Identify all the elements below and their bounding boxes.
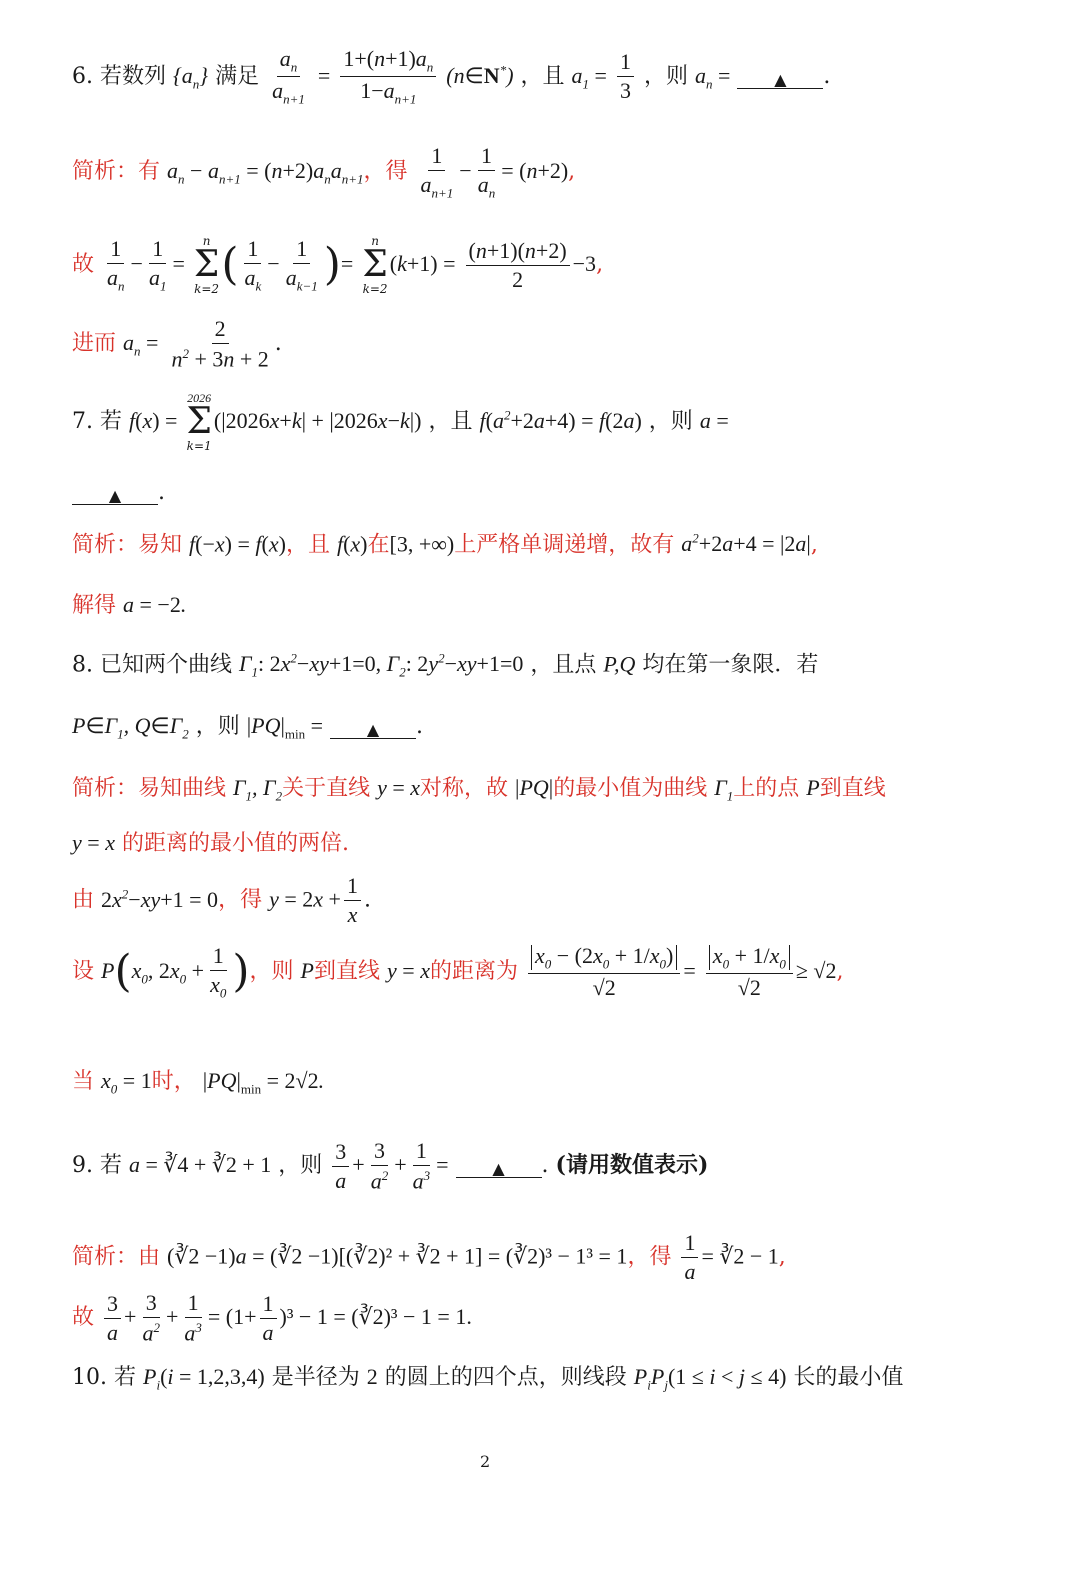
- q8-hint1-b: 关于直线: [282, 776, 371, 801]
- answer-blank-6[interactable]: ▲: [737, 72, 823, 89]
- q6-cond: 满足: [215, 63, 260, 89]
- q8-hint1-e: 上的点: [733, 776, 800, 801]
- q9-mid: ，则: [278, 1153, 323, 1179]
- question-6: 6. 若数列 $\{a_n\}$ 满足 $\frac{a_n}{a_{n+1}}$ = $\frac{1+(n+1)a_n}{1-a_{n+1}}$ (n∈N*) ，且 $a_1$ = $\frac{1}{3}$ ，则 $a_n$ = ▲ .: [72, 46, 831, 107]
- q9-note: (请用数值表示): [555, 1152, 709, 1179]
- question-7-blank-line: ▲ .: [72, 482, 1022, 504]
- question-8: 8. 已知两个曲线 $\Gamma_1$: $2x^2-xy+1=0$, $\Gamma_2$: $2y^2-xy+1=0$ ，且点 P,Q 均在第一象限．若: [72, 651, 819, 680]
- hint-label: 简析：: [72, 532, 139, 558]
- q8-hint1-a: 易知曲线: [138, 776, 227, 801]
- hint-label: 简析：: [72, 776, 139, 801]
- q7-hint-2: 解得 a = −2.: [72, 592, 187, 618]
- q8-hint-4: 设 $P(x_0$, $2x_0$ + $\frac{1}{x_0}$ )，则 P到直线 y = x的距离为 $\frac{x_0 - (2x_0 + 1/x_0)}{√2}$ = $\frac{x_0 + 1/x_0}{√2}$ ≥ √2,: [72, 943, 844, 1001]
- q9-lead: 9. 若: [72, 1153, 122, 1179]
- q6-tail2: ，则: [643, 63, 688, 89]
- q8-mid2: 均在第一象限．若: [642, 652, 819, 678]
- q9-hint2-a: 故: [72, 1305, 95, 1331]
- q8-hint2-a: 的距离的最小值的两倍.: [121, 831, 349, 856]
- page-number: 2: [480, 1452, 491, 1471]
- question-8-line2: $P\in\Gamma_1$, $Q\in\Gamma_2$ ，则 $|PQ|_{min}$ = ▲ .: [72, 713, 424, 742]
- question-9: 9. 若 a = ∛4 + ∛2 + 1 ，则 $\frac{3}{a}$ + $\frac{3}{a^2}$ + $\frac{1}{a^3}$ = ▲ . (请用数值表示): [72, 1138, 709, 1194]
- hint-label: 简析：: [72, 159, 139, 185]
- q8-hint4-b: ，则: [249, 959, 294, 985]
- q8-hint-1: 简析：易知曲线 $\Gamma_1$, $\Gamma_2$关于直线 y = x对称，故 |PQ|的最小值为曲线 $\Gamma_1$上的点 P到直线: [72, 775, 886, 804]
- hint-label: 简析：: [72, 1244, 139, 1270]
- q9-hint-1: 简析：由 (∛2 −1)a = (∛2 −1)[(∛2)² + ∛2 + 1] = (∛2)³ − 1³ = 1，得 $\frac{1}{a}$ = ∛2 − 1,: [72, 1230, 786, 1284]
- q8-hint1-d: 的最小值为曲线: [553, 776, 708, 801]
- q7-hint-1: 简析：易知 f(−x) = f(x)，且 f(x)在[3, +∞)上严格单调递增，故有 $a^2+2a+4 = |2a|$,: [72, 531, 818, 558]
- q6-hint1-b: ，得: [363, 159, 408, 185]
- q7-mid: ，且: [428, 409, 473, 434]
- answer-blank-8[interactable]: ▲: [330, 722, 416, 739]
- q6-lead: 6. 若数列: [72, 63, 166, 89]
- q6-hint-2: 故 $\frac{1}{a_n}$ − $\frac{1}{a_1}$ = n Σ k=2 ( $\frac{1}{a_k}$ − $\frac{1}{a_{k-1}}$ )= n Σ k=2 (k+1) = $\frac{(n+1)(n+2)}{2}$ −3,: [72, 234, 604, 296]
- q8-hint-3: 由 $2x^2-xy+1 = 0$，得 y = 2x + $\frac{1}{x}$ .: [72, 873, 371, 927]
- q9-hint-2: 故 $\frac{3}{a}$ + $\frac{3}{a^2}$ + $\frac{1}{a^3}$ = (1+ $\frac{1}{a}$ )³ − 1 = (∛2)³ − 1 = 1.: [72, 1290, 472, 1346]
- q7-tail: ，则: [648, 409, 693, 434]
- q7-hint1-b: ，且: [285, 532, 330, 558]
- q8-hint-5: 当 $x_0 = 1$时， $|PQ|_{min} = 2√2$.: [72, 1068, 325, 1097]
- q7-hint1-a: 易知: [138, 532, 183, 558]
- q8-hint-2: y = x 的距离的最小值的两倍.: [72, 830, 349, 856]
- q7-lead: 7. 若: [72, 409, 122, 434]
- q10-tail: 长的最小值: [793, 1365, 904, 1390]
- q9-hint1-b: ，得: [627, 1244, 672, 1270]
- q6-hint1-a: 有: [138, 159, 161, 185]
- q8-hint4-d: 的距离为: [429, 959, 518, 985]
- q6-hint-1: 简析：有 $a_n - a_{n+1} = (n+2)a_na_{n+1}$，得 $\frac{1}{a_{n+1}}$ − $\frac{1}{a_n}$ = (n+2),: [72, 143, 576, 201]
- q8-cond2: ，则: [195, 714, 240, 739]
- q9-hint1-a: 由: [138, 1244, 161, 1270]
- q7-hint1-d: 上严格单调递增，故有: [454, 532, 675, 558]
- q10-mid: 是半径为: [271, 1365, 360, 1390]
- answer-blank-9[interactable]: ▲: [456, 1161, 542, 1178]
- q8-hint5-b: 时，: [151, 1069, 196, 1094]
- q6-tail1: ，且: [520, 63, 565, 89]
- q8-mid: ，且点: [530, 652, 597, 678]
- answer-blank-7[interactable]: ▲: [72, 488, 158, 505]
- q6-hint-3: 进而 $a_n$ = $\frac{2}{n^2 + 3n + 2}$ .: [72, 316, 282, 372]
- question-10: 10. 若 $P_i(i = 1,2,3,4)$ 是半径为 2 的圆上的四个点，则线段 $P_iP_j(1 \le i < j \le 4)$ 长的最小值: [72, 1364, 904, 1393]
- q10-lead: 10. 若: [72, 1365, 136, 1390]
- q8-hint4-c: 到直线: [314, 959, 381, 985]
- q6-hint3-a: 进而: [72, 331, 117, 357]
- q7-hint1-c: 在: [367, 532, 390, 558]
- question-7: 7. 若 f(x) = 2026 Σ k=1 (|2026x+k| + |2026x−k|) ，且 $f(a^2+2a+4) = f(2a)$ ，则 a =: [72, 391, 729, 453]
- q8-lead: 8. 已知两个曲线: [72, 652, 232, 678]
- q8-hint3-a: 由: [72, 887, 95, 913]
- q6-hint2-a: 故: [72, 252, 95, 277]
- q8-hint5-a: 当: [72, 1069, 95, 1094]
- q10-mid2: 的圆上的四个点，则线段: [384, 1365, 627, 1390]
- q8-hint4-a: 设: [72, 959, 95, 985]
- q7-hint2-a: 解得: [72, 593, 117, 618]
- q8-hint1-f: 到直线: [819, 776, 886, 801]
- q8-hint1-c: 对称，故: [420, 776, 509, 801]
- q8-hint3-b: ，得: [218, 887, 263, 913]
